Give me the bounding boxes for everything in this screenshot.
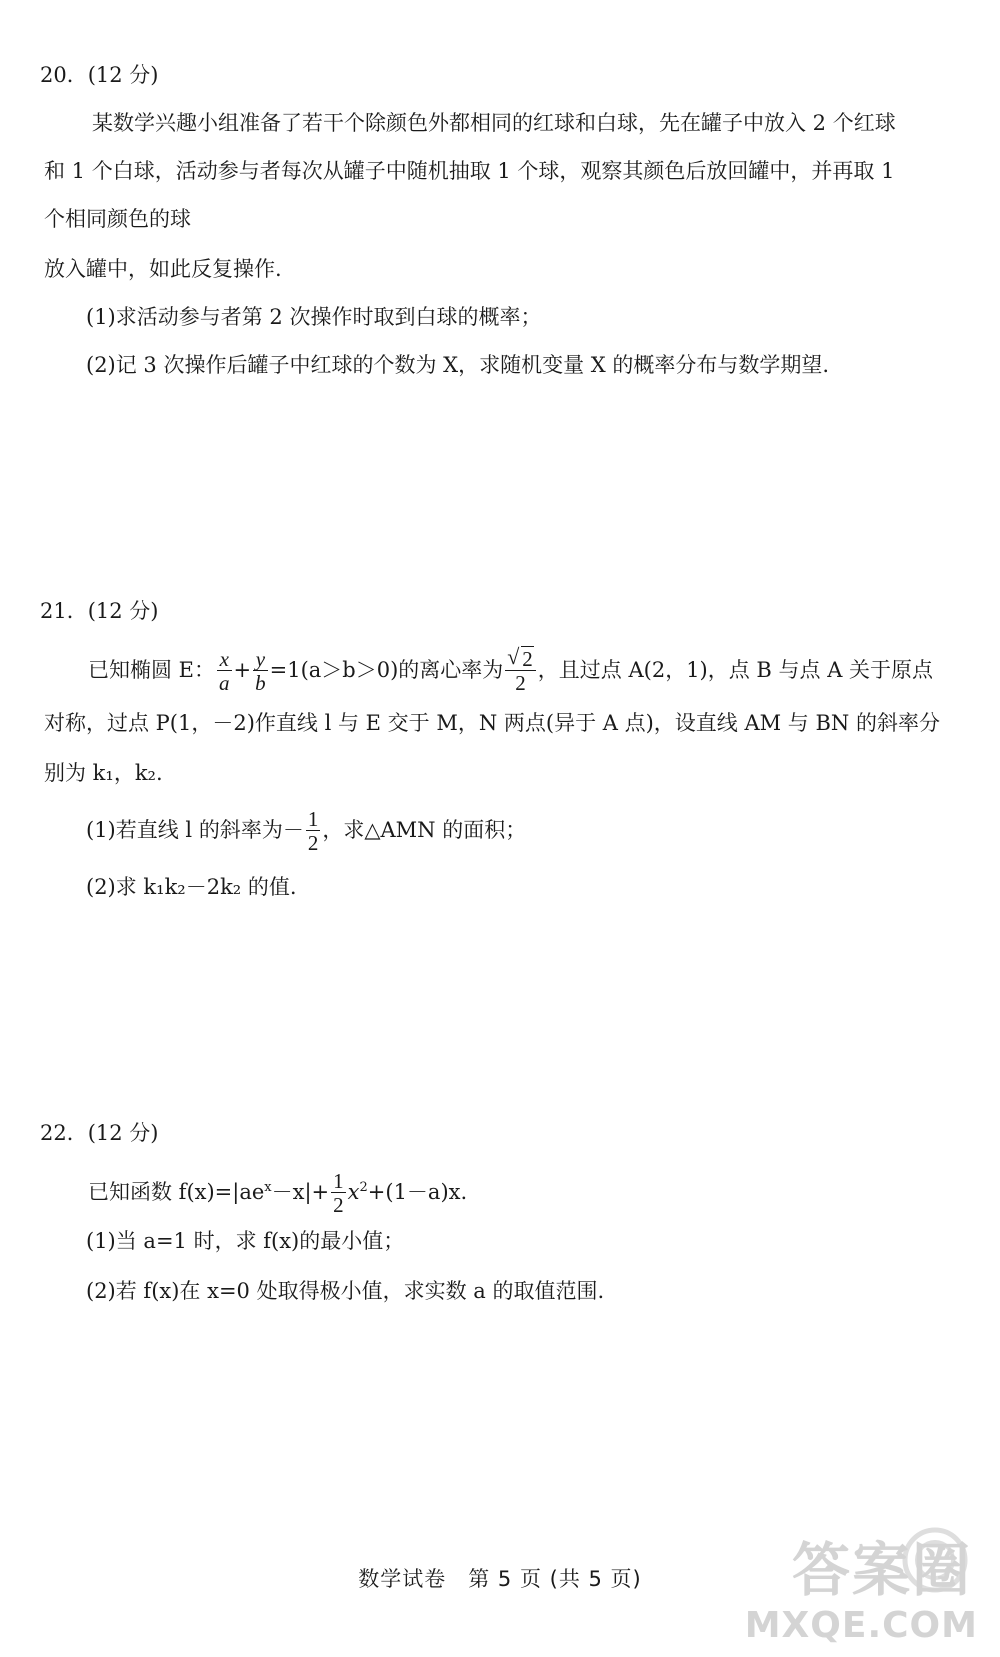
q21-line-1	[88, 640, 933, 700]
q21-header: 21．(12 分)	[40, 599, 159, 623]
q22-function-def: 已知函数 f(x)=|ae	[88, 1180, 265, 1204]
ellipse-y-fraction: $\frac{y}{b}$	[255, 647, 266, 695]
slope-fraction: $\frac{1}{2}$	[307, 807, 319, 855]
q22-header: 22．(12 分)	[40, 1121, 159, 1145]
watermark-text-cn: 答案圈	[791, 1536, 972, 1604]
page-footer: 数学试卷 第 5 页 (共 5 页)	[358, 1567, 642, 1591]
q21-part-1-text: (1)若直线 l 的斜率为－	[86, 818, 304, 842]
q22-part-2: (2)若 f(x)在 x=0 处取得极小值，求实数 a 的取值范围.	[86, 1279, 605, 1303]
q22-linear-term: +(1－a)x.	[367, 1180, 468, 1204]
q22-abs-close: －x|+	[271, 1180, 330, 1204]
q21-line-2: 对称，过点 P(1，－2)作直线 l 与 E 交于 M，N 两点(异于 A 点)，设直线 AM 与 BN 的斜率分	[44, 711, 940, 735]
sqrt-symbol: √ 2	[507, 648, 534, 670]
watermark-logo	[730, 1515, 990, 1650]
q20-part-2: (2)记 3 次操作后罐子中红球的个数为 X，求随机变量 X 的概率分布与数学期望.	[86, 353, 830, 377]
eccentricity-fraction: √ $\frac{2}{2}$	[505, 648, 536, 695]
q20-header: 20．(12 分)	[40, 63, 159, 87]
ellipse-x-fraction: $\frac{x}{a}$	[219, 647, 230, 695]
q22-part-1: (1)当 a=1 时，求 f(x)的最小值；	[86, 1229, 405, 1253]
q20-para-line-3: 个相同颜色的球	[44, 207, 191, 231]
q20-part-1: (1)求活动参与者第 2 次操作时取到白球的概率；	[86, 305, 542, 329]
q21-part-1-tail: ，求△AMN 的面积；	[322, 818, 527, 842]
exp-superscript: x	[264, 1180, 272, 1195]
q20-para-line-4: 放入罐中，如此反复操作.	[44, 257, 282, 281]
watermark-text-en: MXQE.COM	[744, 1605, 978, 1646]
ellipse-condition: =1(a＞b＞0)的离心率为	[269, 658, 504, 682]
q22-line-1	[88, 1158, 467, 1222]
q21-line-3: 别为 k₁，k₂.	[44, 761, 163, 785]
q20-para-line-2: 和 1 个白球，活动参与者每次从罐子中随机抽取 1 个球，观察其颜色后放回罐中，并再取 1	[44, 159, 895, 183]
q20-para-line-1: 某数学兴趣小组准备了若干个除颜色外都相同的红球和白球，先在罐子中放入 2 个红球	[92, 111, 896, 135]
x-variable: x	[347, 1180, 360, 1204]
q21-part-2: (2)求 k₁k₂－2k₂ 的值.	[86, 875, 297, 899]
q21-part-1	[86, 800, 526, 860]
q21-line-1-tail: ，且过点 A(2，1)，点 B 与点 A 关于原点	[537, 658, 934, 682]
plus-sign: +	[233, 658, 252, 682]
square-superscript: 2	[359, 1180, 368, 1195]
q21-line-1-intro: 已知椭圆 E：	[88, 658, 216, 682]
half-fraction: $\frac{1}{2}$	[333, 1169, 344, 1217]
